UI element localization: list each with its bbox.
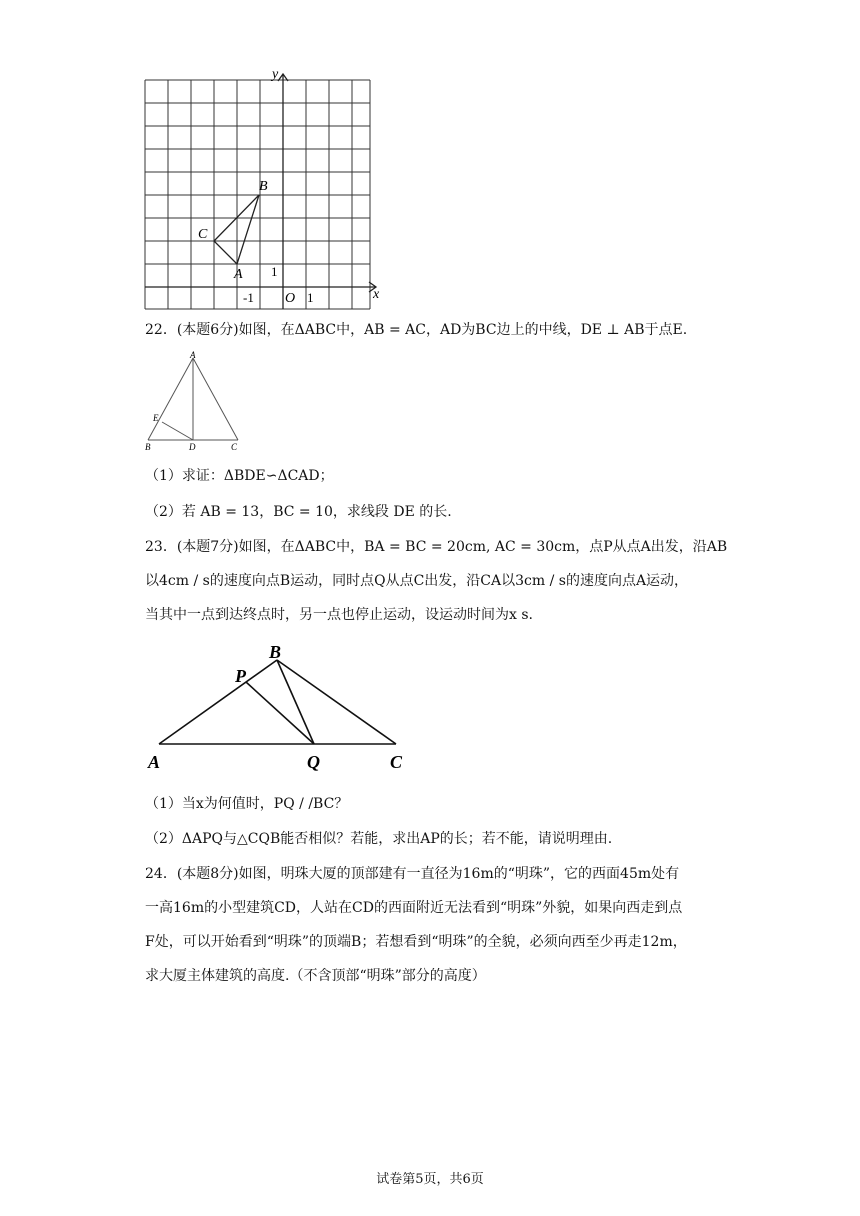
origin-label: O	[285, 291, 296, 306]
grid-lines	[145, 80, 370, 309]
q22-label-c: C	[231, 442, 238, 452]
q23-line1: 23．(本题7分)如图，在ΔABC中，BA = BC = 20cm, AC = 30cm，点P从点A出发，沿AB	[145, 539, 728, 555]
point-c-label: C	[198, 227, 208, 242]
q23-part1: （1）当x为何值时，PQ / /BC？	[145, 796, 349, 812]
page-footer: 试卷第5页，共6页	[376, 1172, 484, 1187]
q24-line4: 求大厦主体建筑的高度.（不含顶部“明珠”部分的高度）	[145, 968, 486, 984]
q23-label-b: B	[269, 642, 282, 662]
q24-line3: F处，可以开始看到“明珠”的顶端B；若想看到“明珠”的全貌，必须向西至少再走12m，	[145, 934, 687, 950]
q22-label-a: A	[190, 350, 196, 360]
q23-figure	[140, 638, 420, 778]
q22-figure	[140, 350, 250, 456]
q22-label-e: E	[153, 413, 159, 423]
q23-label-q: Q	[307, 752, 320, 772]
q22-label-b: B	[145, 442, 151, 452]
tick-y-1: 1	[271, 264, 278, 279]
q23-label-c: C	[390, 752, 403, 772]
q23-label-a: A	[148, 752, 161, 772]
q22-stem: 22．(本题6分)如图，在ΔABC中，AB = AC，AD为BC边上的中线，DE ⊥ AB于点E.	[145, 322, 688, 338]
coordinate-grid-figure	[140, 66, 390, 316]
tick-x-1: 1	[307, 290, 314, 305]
q23-line2: 以4cm / s的速度向点B运动，同时点Q从点C出发，沿CA以3cm / s的速度向点A运动，	[145, 573, 689, 589]
x-axis-label: x	[373, 287, 380, 302]
q23-part2: （2）ΔAPQ与△CQB能否相似？若能，求出AP的长；若不能，请说明理由.	[145, 831, 613, 847]
tick-x-neg1: -1	[243, 290, 254, 305]
q22-part2: （2）若 AB = 13，BC = 10，求线段 DE 的长.	[145, 504, 452, 520]
y-axis-label: y	[272, 67, 279, 82]
point-a-label: A	[234, 267, 243, 282]
point-b-label: B	[259, 179, 268, 194]
q22-part1: （1）求证：ΔBDE∽ΔCAD；	[145, 468, 334, 484]
q23-label-p: P	[235, 666, 246, 686]
q23-line3: 当其中一点到达终点时，另一点也停止运动，设运动时间为x s.	[145, 607, 533, 623]
q22-label-d: D	[189, 442, 196, 452]
q24-line2: 一高16m的小型建筑CD，人站在CD的西面附近无法看到“明珠”外貌，如果向西走到点	[145, 900, 683, 916]
q24-line1: 24．(本题8分)如图，明珠大厦的顶部建有一直径为16m的“明珠”，它的西面45m处有	[145, 866, 680, 882]
